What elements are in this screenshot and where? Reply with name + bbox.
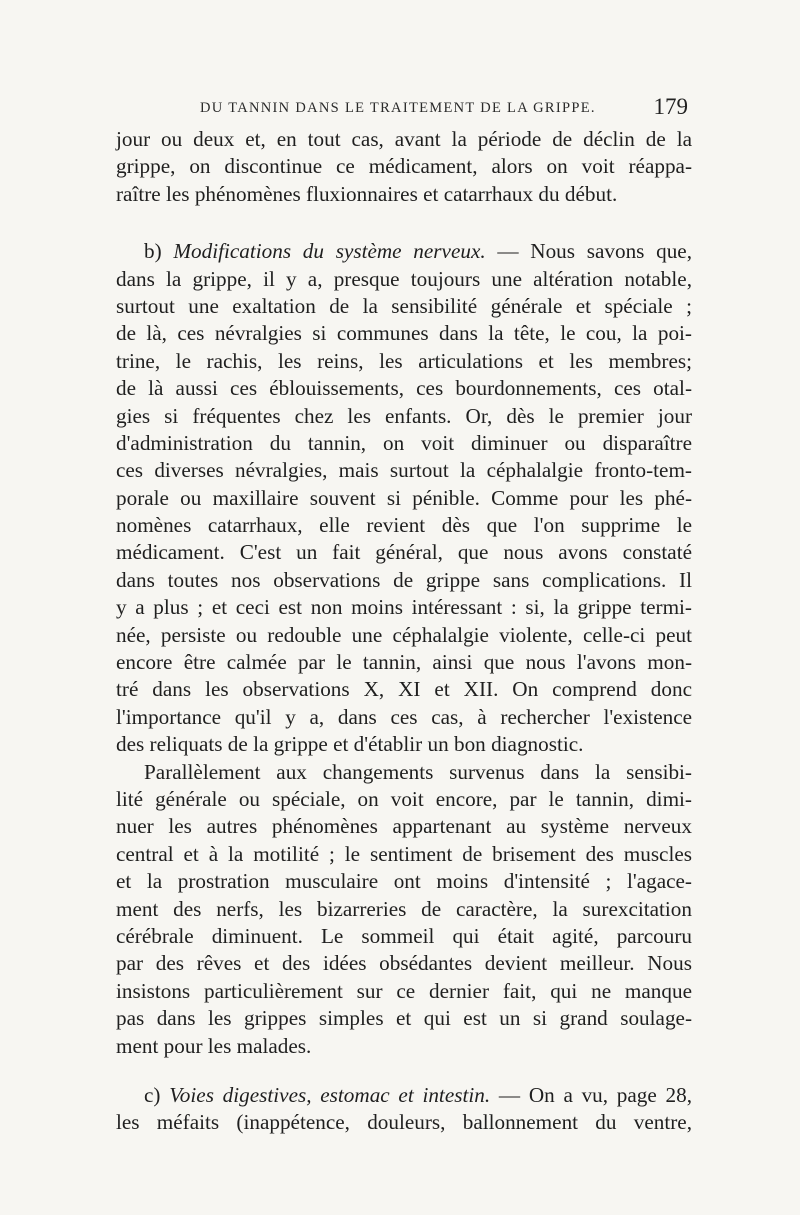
text-line: jour ou deux et, en tout cas, avant la période de déclin de la [116, 127, 692, 151]
section-first-text: — On a vu, page 28, [498, 1082, 693, 1107]
text-line: dans la grippe, il y a, presque toujours une altération notable, [116, 266, 692, 291]
text-line: les méfaits (inappétence, douleurs, ballonnement du ventre, [116, 1110, 692, 1135]
text-line: gies si fréquentes chez les enfants. Or, dès le premier jour [116, 403, 692, 428]
section-label: b) [144, 239, 162, 264]
text-line: cérébrale diminuent. Le sommeil qui était agité, parcouru [116, 923, 692, 948]
text-line: insistons particulièrement sur ce dernier fait, qui ne manque [116, 978, 692, 1003]
text-line: des reliquats de la grippe et d'établir un bon diagnostic. [116, 732, 584, 757]
text-line: y a plus ; et ceci est non moins intéressant : si, la grippe termi- [116, 595, 692, 620]
text-line: tré dans les observations X, XI et XII. On comprend donc [116, 677, 692, 702]
text-line: et la prostration musculaire ont moins d'intensité ; l'agace- [116, 869, 692, 894]
text-line: grippe, on discontinue ce médicament, alors on voit réappa- [116, 154, 692, 179]
text-line: ces diverses névralgies, mais surtout la céphalalgie fronto-tem- [116, 458, 692, 483]
section-label: c) [144, 1082, 161, 1107]
text-line: ment des nerfs, les bizarreries de caractère, la surexcitation [116, 896, 692, 921]
text-line: central et à la motilité ; le sentiment de brisement des muscles [116, 841, 692, 866]
text-line: lité générale ou spéciale, on voit encore, par le tannin, dimi- [116, 786, 692, 811]
text-line: par des rêves et des idées obsédantes devient meilleur. Nous [116, 951, 692, 976]
text-line: nuer les autres phénomènes appartenant au système nerveux [116, 814, 692, 839]
text-line: l'importance qu'il y a, dans ces cas, à rechercher l'existence [116, 704, 692, 729]
text-line: surtout une exaltation de la sensibilité générale et spéciale ; [116, 293, 692, 318]
section-title: Modifications du système nerveux. [173, 239, 486, 264]
text-line: nomènes catarrhaux, elle revient dès que l'on supprime le [116, 513, 692, 538]
text-line: trine, le rachis, les reins, les articulations et les membres; [116, 348, 692, 373]
text-line: pas dans les grippes simples et qui est un si grand soulage- [116, 1006, 692, 1031]
paragraph-4 [116, 1082, 692, 1137]
paragraph-3 [116, 759, 692, 1060]
section-title: Voies digestives, estomac et intestin. [169, 1082, 491, 1107]
text-line: médicament. C'est un fait général, que nous avons constaté [116, 540, 692, 565]
paragraph-gap [116, 1060, 692, 1082]
paragraph-1 [116, 126, 692, 208]
text-line: porale ou maxillaire souvent si pénible. Comme pour les phé- [116, 485, 692, 510]
body-text [116, 126, 692, 1137]
section-heading-line [116, 1082, 692, 1109]
text-line: ment pour les malades. [116, 1033, 312, 1058]
text-line: de là aussi ces éblouissements, ces bourdonnements, ces otal- [116, 376, 692, 401]
paragraph-gap [116, 208, 692, 238]
running-title: DU TANNIN DANS LE TRAITEMENT DE LA GRIPPE. [200, 100, 596, 116]
text-line: dans toutes nos observations de grippe sans complications. Il [116, 567, 692, 592]
text-line: d'administration du tannin, on voit diminuer ou disparaître [116, 430, 692, 455]
paragraph-2 [116, 238, 692, 758]
text-line: encore être calmée par le tannin, ainsi que nous l'avons mon- [116, 650, 692, 675]
page-header [116, 94, 692, 122]
section-heading-line [116, 238, 692, 265]
page-number: 179 [653, 94, 688, 119]
text-line: raître les phénomènes fluxionnaires et catarrhaux du début. [116, 181, 618, 206]
text-line: née, persiste ou redouble une céphalalgie violente, celle-ci peut [116, 622, 692, 647]
text-line: Parallèlement aux changements survenus dans la sensibi- [144, 759, 692, 784]
text-line: de là, ces névralgies si communes dans la tête, le cou, la poi- [116, 321, 692, 346]
section-first-text: — Nous savons que, [497, 239, 693, 264]
